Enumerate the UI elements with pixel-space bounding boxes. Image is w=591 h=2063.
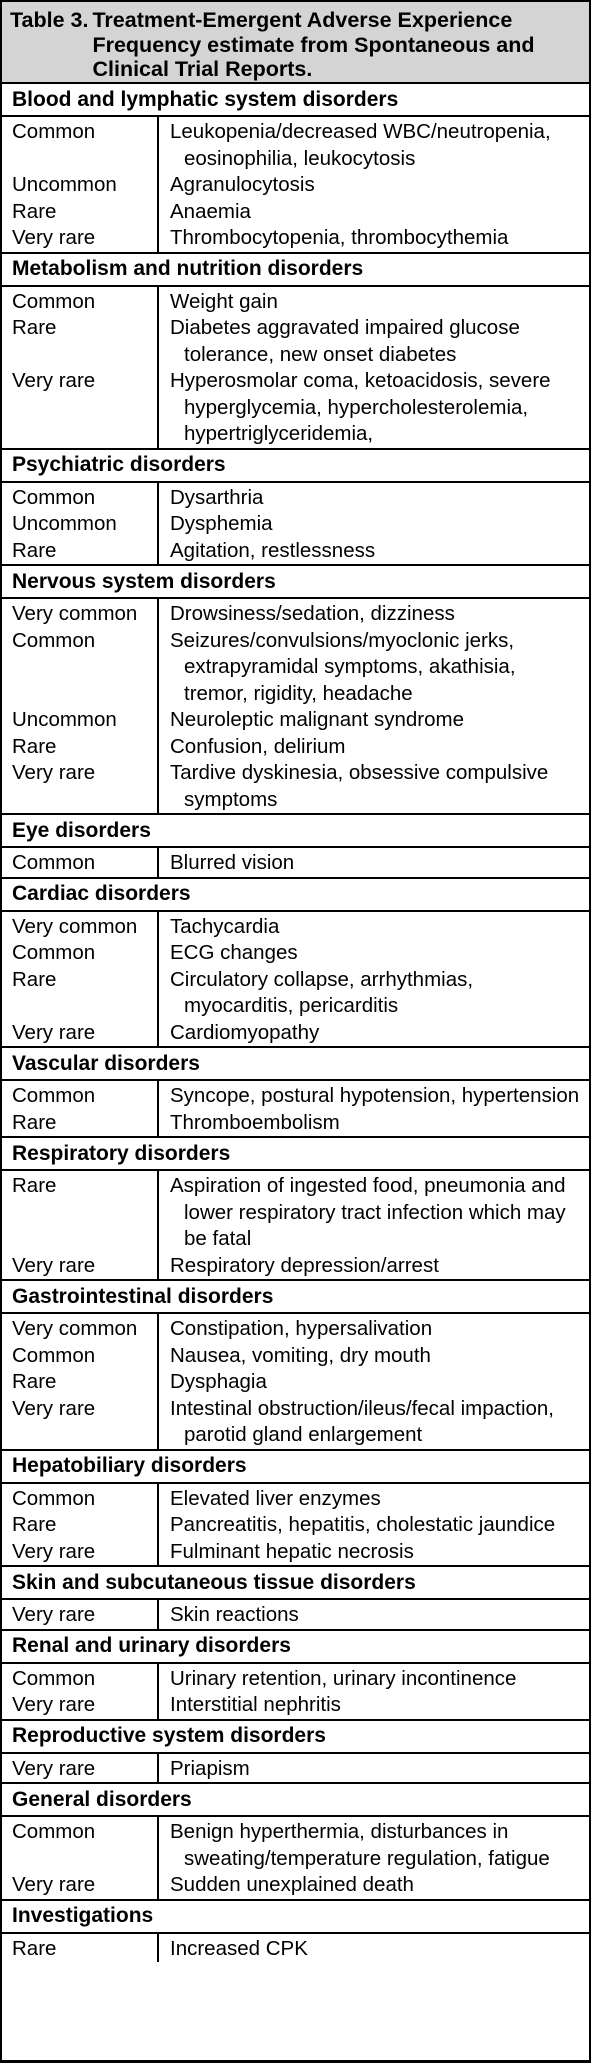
reaction-cell: Nausea, vomiting, dry mouth: [170, 1343, 431, 1367]
reaction-cell: Confusion, delirium: [170, 734, 346, 758]
reaction-column: [159, 1664, 589, 1719]
reaction-column: [159, 848, 589, 877]
section-heading: Hepatobiliary disorders: [2, 1451, 589, 1484]
frequency-cell: Uncommon: [12, 512, 117, 535]
section: [2, 1631, 589, 1721]
reaction-cell: Cardiomyopathy: [170, 1020, 320, 1044]
section-body: [2, 1754, 589, 1785]
frequency-cell: Common: [12, 941, 96, 964]
reaction-column: [159, 1600, 589, 1629]
reaction-cell: Aspiration of ingested food, pneumonia and lower respiratory tract infection which may be fatal: [170, 1174, 566, 1250]
frequency-column: [2, 1314, 159, 1449]
section: [2, 1784, 589, 1901]
reaction-cell: Pancreatitis, hepatitis, cholestatic jaundice: [170, 1513, 556, 1536]
frequency-cell: Very rare: [12, 1253, 96, 1277]
section-heading: Metabolism and nutrition disorders: [2, 254, 589, 287]
reaction-column: [159, 1754, 589, 1783]
reaction-column: [159, 483, 589, 565]
section-heading: Nervous system disorders: [2, 566, 589, 599]
frequency-cell: Very rare: [12, 1020, 96, 1044]
frequency-cell: Rare: [12, 199, 57, 223]
section-heading: Investigations: [2, 1901, 589, 1934]
frequency-cell: Common: [12, 628, 96, 652]
frequency-cell: Common: [12, 1084, 96, 1107]
frequency-cell: Common: [12, 1666, 96, 1690]
section-body: [2, 1664, 589, 1721]
section: [2, 1281, 589, 1451]
reaction-cell: Dysphagia: [170, 1370, 267, 1393]
reaction-cell: Thrombocytopenia, thrombocythemia: [170, 226, 509, 249]
reaction-cell: Drowsiness/sedation, dizziness: [170, 602, 455, 625]
reaction-cell: Skin reactions: [170, 1603, 299, 1626]
reaction-column: [159, 1484, 589, 1566]
reaction-cell: ECG changes: [170, 941, 298, 964]
reaction-cell: Agitation, restlessness: [170, 538, 376, 562]
section-heading: Skin and subcutaneous tissue disorders: [2, 1567, 589, 1600]
section-body: [2, 483, 589, 567]
section: [2, 84, 589, 254]
frequency-column: [2, 1934, 159, 1963]
section: [2, 1138, 589, 1281]
reaction-cell: Diabetes aggravated impaired glucose tolerance, new onset diabetes: [170, 316, 520, 366]
table-label: Table 3.: [10, 8, 89, 32]
reaction-column: [159, 287, 589, 448]
frequency-cell: Very rare: [12, 1396, 96, 1420]
reaction-cell: Interstitial nephritis: [170, 1693, 341, 1716]
reaction-cell: Tachycardia: [170, 914, 280, 938]
reaction-cell: Intestinal obstruction/ileus/fecal impaction, parotid gland enlargement: [170, 1396, 555, 1446]
section-heading: Renal and urinary disorders: [2, 1631, 589, 1664]
frequency-column: [2, 599, 159, 813]
frequency-cell: Very rare: [12, 1756, 96, 1780]
frequency-cell: Rare: [12, 1936, 57, 1960]
frequency-cell: Very rare: [12, 1603, 96, 1626]
frequency-cell: Rare: [12, 1110, 57, 1134]
frequency-column: [2, 848, 159, 877]
reaction-cell: Dysphemia: [170, 512, 273, 535]
reaction-cell: Seizures/convulsions/myoclonic jerks, extrapyramidal symptoms, akathisia, tremor, rigidity, headache: [170, 628, 516, 705]
reaction-column: [159, 1934, 589, 1963]
section-body: [2, 1171, 589, 1281]
section-body: [2, 599, 589, 815]
section: [2, 1451, 589, 1568]
reaction-cell: Constipation, hypersalivation: [170, 1317, 433, 1340]
reaction-cell: Thromboembolism: [170, 1110, 340, 1134]
section: [2, 879, 589, 1049]
section-body: [2, 1314, 589, 1451]
table-caption: [2, 2, 589, 84]
frequency-cell: Very common: [12, 1317, 138, 1340]
section-body: [2, 1817, 589, 1901]
section-body: [2, 1484, 589, 1568]
frequency-cell: Very common: [12, 914, 138, 938]
section-heading: Cardiac disorders: [2, 879, 589, 912]
frequency-cell: Common: [12, 1343, 96, 1367]
frequency-column: [2, 1754, 159, 1783]
section-body: [2, 1600, 589, 1631]
frequency-cell: Very rare: [12, 226, 96, 249]
reaction-column: [159, 1314, 589, 1449]
reaction-cell: Leukopenia/decreased WBC/neutropenia, eosinophilia, leukocytosis: [170, 120, 551, 170]
frequency-cell: Very rare: [12, 1539, 96, 1563]
reaction-cell: Syncope, postural hypotension, hypertension: [170, 1084, 580, 1107]
reaction-column: [159, 1081, 589, 1136]
reaction-column: [159, 912, 589, 1047]
frequency-cell: Common: [12, 120, 96, 143]
frequency-cell: Very rare: [12, 1873, 96, 1896]
section: [2, 254, 589, 450]
reaction-cell: Anaemia: [170, 199, 251, 223]
frequency-cell: Rare: [12, 734, 57, 758]
section: [2, 450, 589, 567]
frequency-cell: Very rare: [12, 369, 96, 392]
frequency-cell: Common: [12, 485, 96, 509]
reaction-cell: Respiratory depression/arrest: [170, 1253, 439, 1277]
section-heading: Respiratory disorders: [2, 1138, 589, 1171]
reaction-cell: Dysarthria: [170, 485, 264, 509]
section-heading: Blood and lymphatic system disorders: [2, 84, 589, 117]
reaction-cell: Tardive dyskinesia, obsessive compulsive symptoms: [170, 761, 549, 811]
table-sections: [2, 84, 589, 1962]
section-body: [2, 1934, 589, 1963]
frequency-column: [2, 1171, 159, 1279]
section-body: [2, 1081, 589, 1138]
reaction-column: [159, 599, 589, 813]
table-title: Treatment-Emergent Adverse Experience Frequency estimate from Spontaneous and Clinical Trial Reports.: [92, 8, 535, 81]
frequency-cell: Very common: [12, 602, 138, 625]
frequency-cell: Rare: [12, 1174, 57, 1197]
reaction-cell: Benign hyperthermia, disturbances in sweating/temperature regulation, fatigue: [170, 1820, 550, 1870]
frequency-cell: Rare: [12, 967, 57, 991]
section-heading: Reproductive system disorders: [2, 1721, 589, 1754]
section-heading: Psychiatric disorders: [2, 450, 589, 483]
frequency-cell: Uncommon: [12, 173, 117, 196]
section: [2, 1567, 589, 1631]
frequency-cell: Very rare: [12, 1693, 96, 1716]
frequency-cell: Very rare: [12, 761, 96, 784]
reaction-cell: Blurred vision: [170, 851, 295, 874]
section-heading: Eye disorders: [2, 815, 589, 848]
section-body: [2, 117, 589, 254]
section: [2, 1048, 589, 1138]
frequency-column: [2, 117, 159, 252]
frequency-column: [2, 1664, 159, 1719]
frequency-column: [2, 483, 159, 565]
reaction-cell: Agranulocytosis: [170, 173, 315, 196]
reaction-cell: Sudden unexplained death: [170, 1873, 414, 1896]
reaction-cell: Weight gain: [170, 289, 278, 313]
section: [2, 566, 589, 815]
frequency-column: [2, 1600, 159, 1629]
reaction-cell: Fulminant hepatic necrosis: [170, 1539, 414, 1563]
frequency-column: [2, 287, 159, 448]
section-body: [2, 912, 589, 1049]
frequency-cell: Common: [12, 1486, 96, 1510]
reaction-cell: Increased CPK: [170, 1936, 308, 1960]
frequency-cell: Rare: [12, 1370, 57, 1393]
frequency-cell: Common: [12, 289, 96, 313]
section: [2, 1721, 589, 1785]
section-body: [2, 287, 589, 450]
frequency-cell: Rare: [12, 1513, 57, 1536]
section-heading: General disorders: [2, 1784, 589, 1817]
frequency-cell: Uncommon: [12, 708, 117, 731]
frequency-column: [2, 1484, 159, 1566]
section: [2, 815, 589, 879]
reaction-cell: Hyperosmolar coma, ketoacidosis, severe hyperglycemia, hypercholesterolemia, hypertriglyceridemia,: [170, 369, 551, 445]
frequency-cell: Rare: [12, 316, 57, 339]
frequency-column: [2, 1817, 159, 1899]
reaction-cell: Circulatory collapse, arrhythmias, myocarditis, pericarditis: [170, 967, 474, 1017]
reaction-cell: Elevated liver enzymes: [170, 1486, 381, 1510]
section-heading: Gastrointestinal disorders: [2, 1281, 589, 1314]
frequency-cell: Common: [12, 1820, 96, 1843]
frequency-column: [2, 912, 159, 1047]
reaction-column: [159, 117, 589, 252]
section-heading: Vascular disorders: [2, 1048, 589, 1081]
section-body: [2, 848, 589, 879]
reaction-column: [159, 1817, 589, 1899]
reaction-cell: Urinary retention, urinary incontinence: [170, 1666, 517, 1690]
reaction-column: [159, 1171, 589, 1279]
frequency-column: [2, 1081, 159, 1136]
frequency-cell: Common: [12, 851, 96, 874]
reaction-cell: Priapism: [170, 1756, 250, 1780]
section: [2, 1901, 589, 1963]
frequency-cell: Rare: [12, 538, 57, 562]
reaction-cell: Neuroleptic malignant syndrome: [170, 708, 464, 731]
